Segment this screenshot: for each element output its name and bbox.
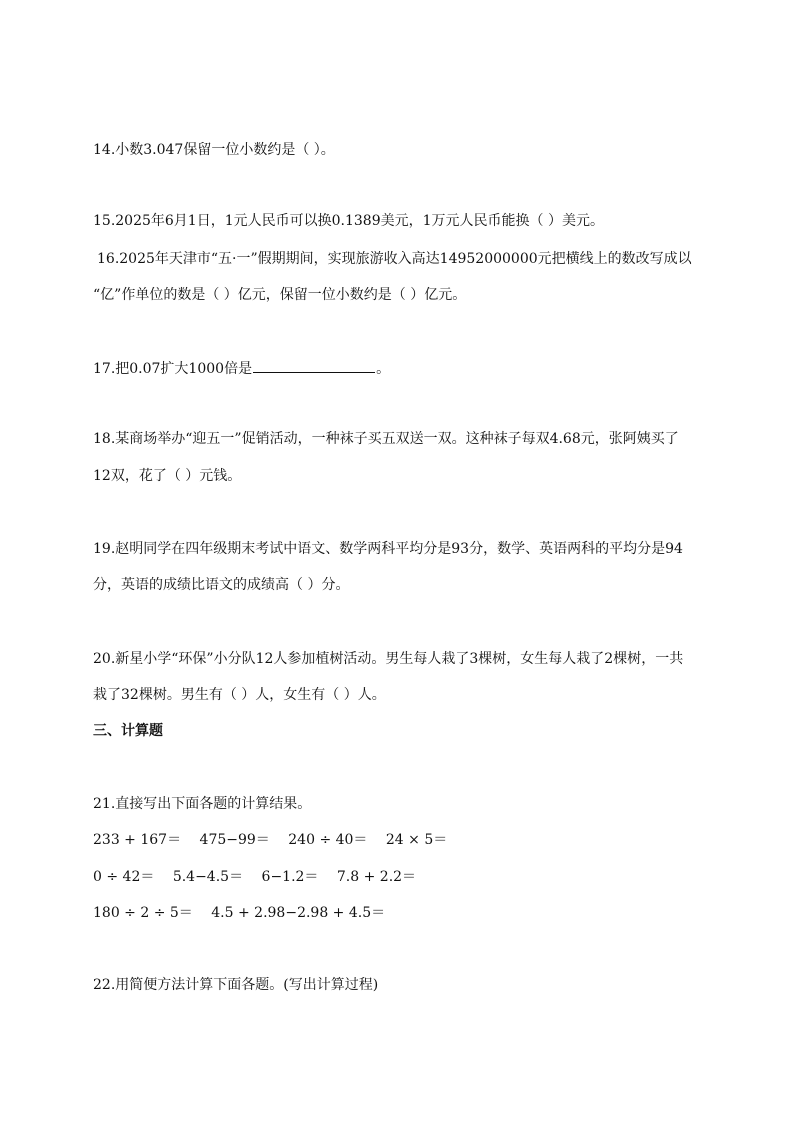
question-20-line-1: 20.新星小学“环保”小分队12人参加植树活动。男生每人栽了3棵树，女生每人栽了2棵树，一共	[93, 651, 684, 667]
question-22: 22.用简便方法计算下面各题。(写出计算过程)	[93, 977, 379, 993]
question-16-line-2: “亿”作单位的数是（ ）亿元，保留一位小数约是（ ）亿元。	[93, 287, 467, 303]
question-17-end: 。	[376, 361, 391, 377]
answer-blank-line	[253, 358, 375, 373]
calc-row-1	[93, 831, 461, 849]
calc-row-3	[93, 904, 399, 922]
question-20-line-2: 栽了32棵树。男生有（ ）人，女生有（ ）人。	[93, 687, 386, 703]
calc-item: 24 × 5＝	[385, 832, 448, 848]
question-19-line-2: 分，英语的成绩比语文的成绩高（ ）分。	[93, 577, 350, 593]
calc-item: 233 + 167＝	[93, 832, 182, 848]
question-21: 21.直接写出下面各题的计算结果。	[93, 796, 312, 812]
question-16-line-1: 16.2025年天津市“五·一”假期期间，实现旅游收入高达14952000000元把横线上的数改写成以	[97, 251, 692, 267]
calc-item: 7.8 + 2.2＝	[336, 869, 417, 885]
question-19-line-1: 19.赵明同学在四年级期末考试中语文、数学两科平均分是93分，数学、英语两科的平均分是94	[93, 541, 683, 557]
calc-item: 4.5 + 2.98−2.98 + 4.5＝	[211, 905, 386, 921]
calc-item: 475−99＝	[199, 832, 270, 848]
calc-row-2	[93, 868, 430, 886]
calc-item: 6−1.2＝	[261, 869, 319, 885]
question-17	[93, 358, 390, 378]
calc-item: 180 ÷ 2 ÷ 5＝	[93, 905, 193, 921]
question-15: 15.2025年6月1日，1元人民币可以换0.1389美元，1万元人民币能换（ ）美元。	[93, 213, 604, 229]
question-18-line-2: 12双，花了（ ）元钱。	[93, 468, 242, 484]
calc-item: 0 ÷ 42＝	[93, 869, 155, 885]
section-heading-calculation: 三、计算题	[93, 723, 163, 739]
question-14: 14.小数3.047保留一位小数约是（ ）。	[93, 142, 335, 158]
question-18-line-1: 18.某商场举办“迎五一”促销活动，一种袜子买五双送一双。这种袜子每双4.68元，张阿姨买了	[93, 431, 679, 447]
question-17-text: 17.把0.07扩大1000倍是	[93, 361, 253, 377]
calc-item: 5.4−4.5＝	[172, 869, 244, 885]
calc-item: 240 ÷ 40＝	[288, 832, 368, 848]
